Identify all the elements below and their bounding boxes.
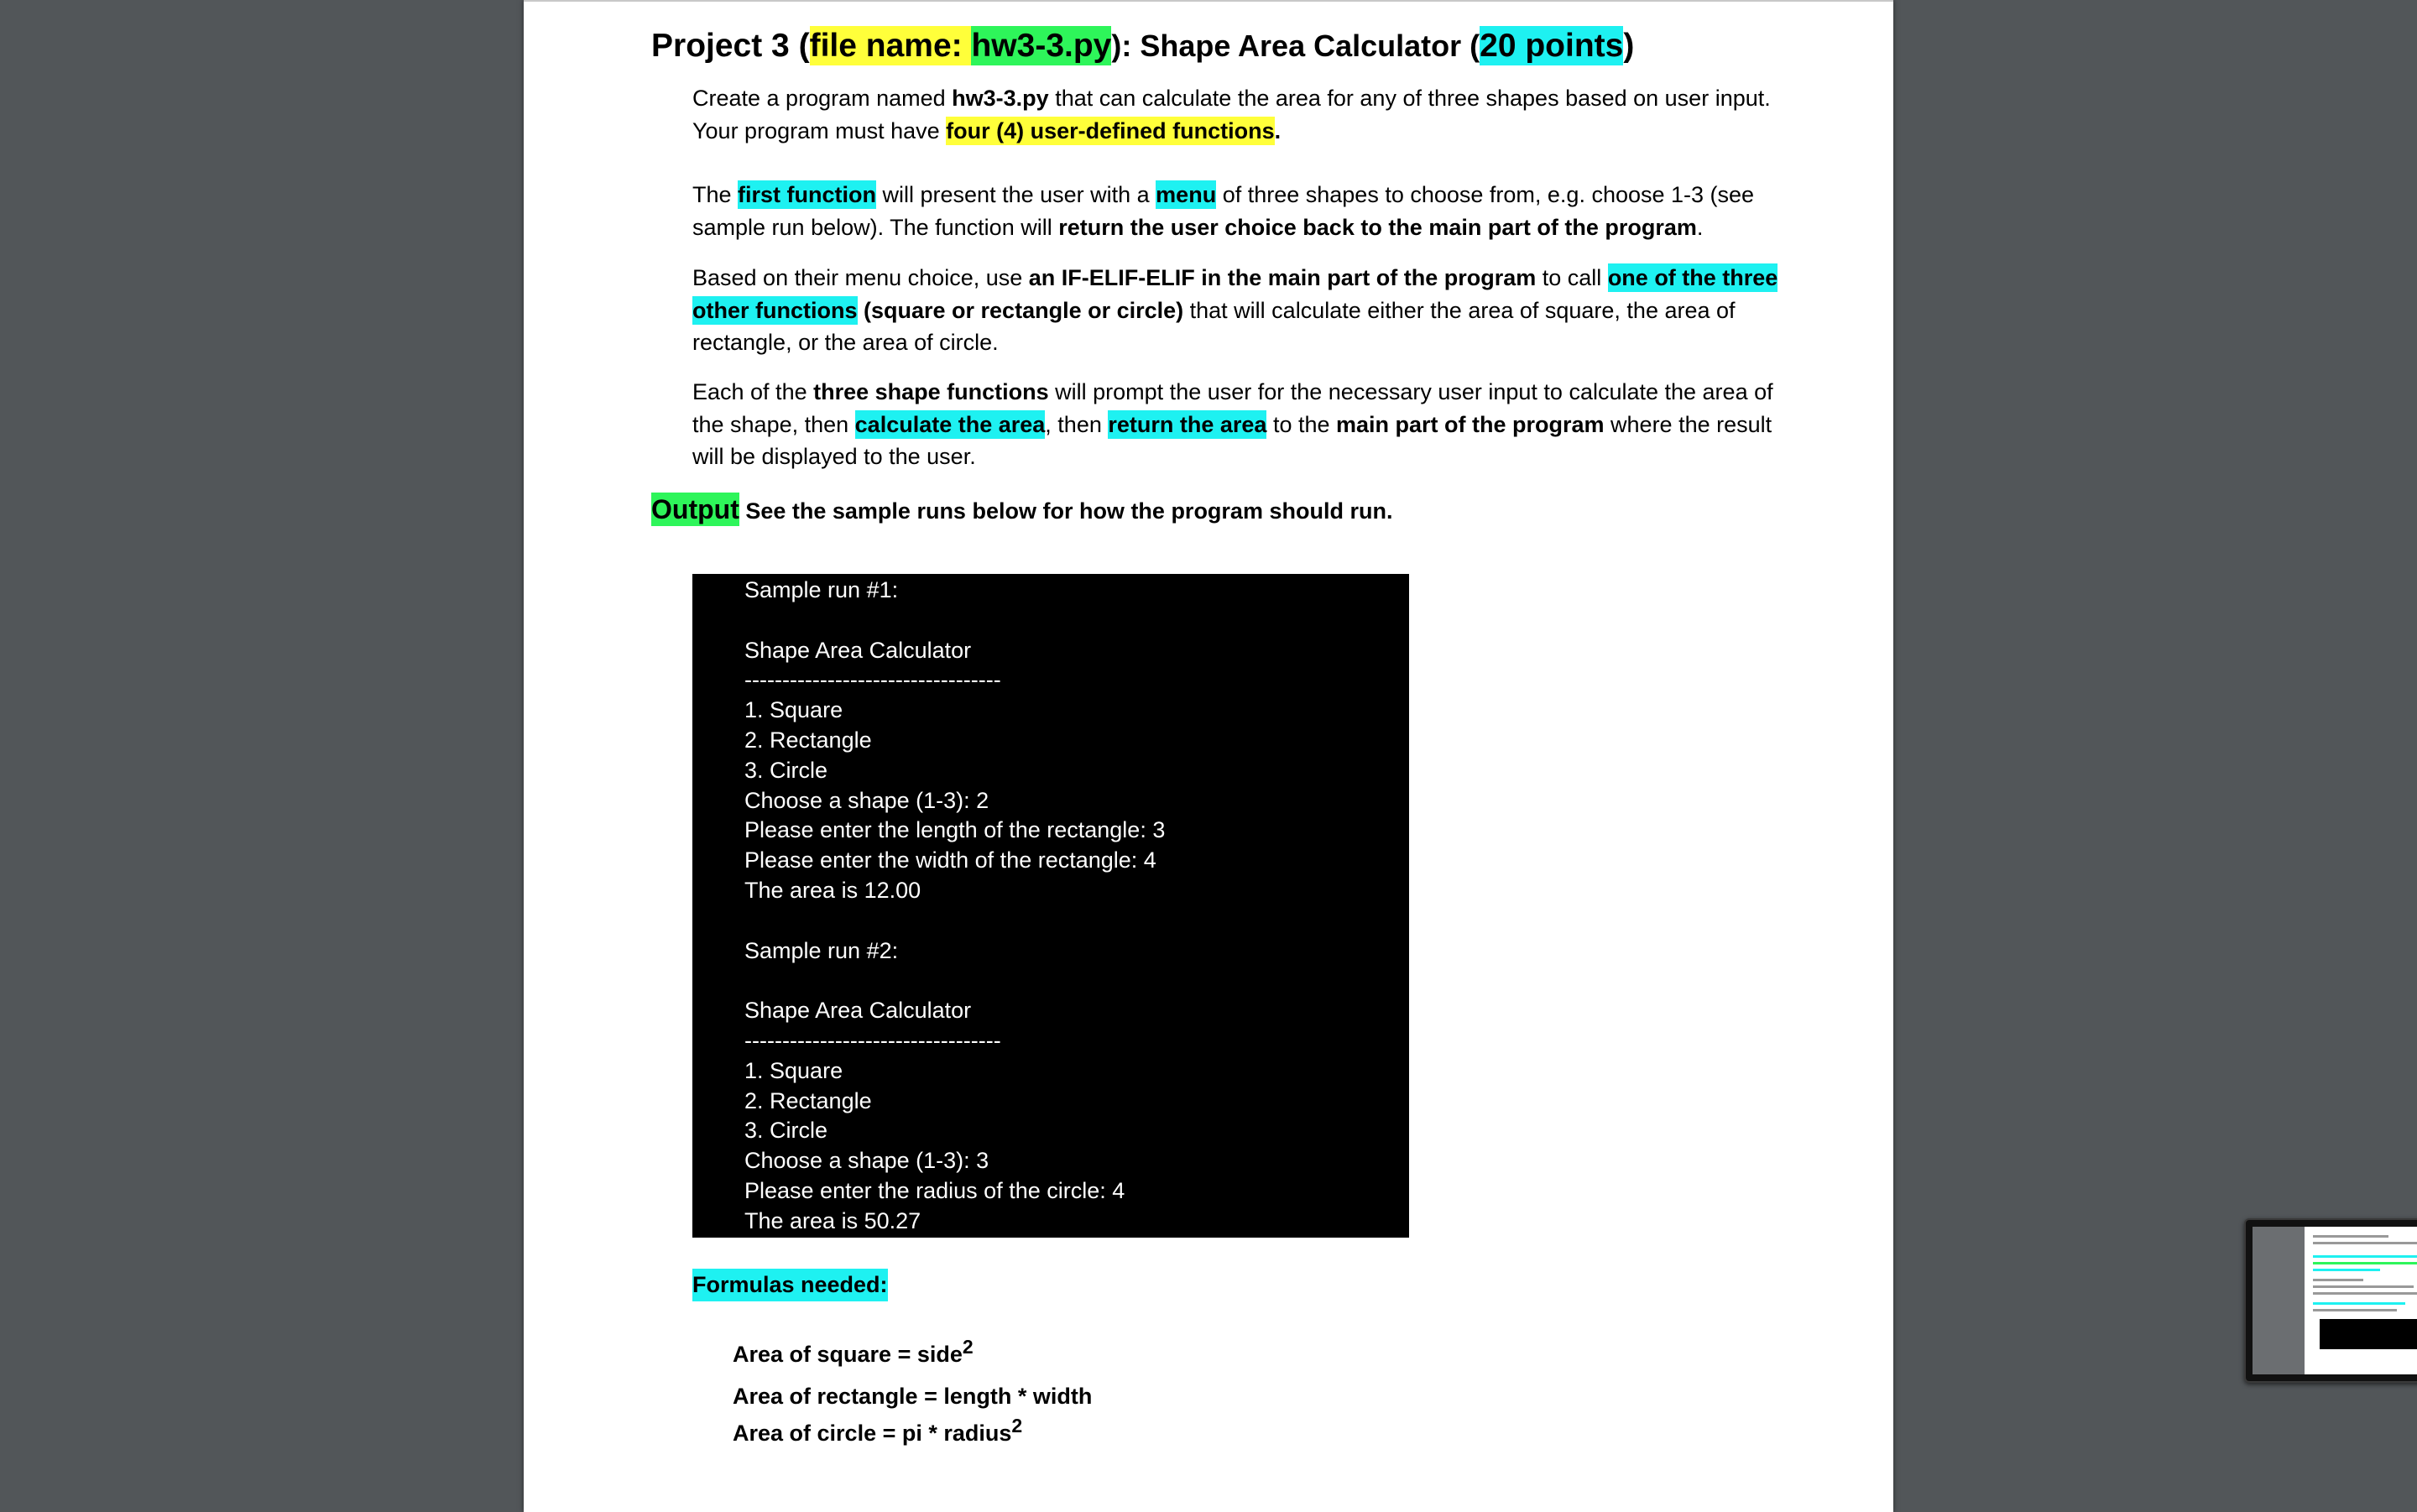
terminal-line: The area is 50.27	[744, 1207, 921, 1233]
terminal-line: 2. Rectangle	[744, 727, 872, 753]
formula-circle: Area of circle = pi * radius$^2$	[733, 1415, 1023, 1446]
points-highlight: 20 points	[1480, 28, 1624, 64]
paragraph-menu-choice: Based on their menu choice, use an IF-ELIF-ELIF in the main part of the program to call one of the three other functions (square or rectangle or circle) that will calculate either the area of square, the area of rectangle, or the area of circle.	[692, 265, 1778, 355]
terminal-line: Please enter the radius of the circle: 4	[744, 1177, 1125, 1203]
terminal-line: Shape Area Calculator	[744, 637, 972, 663]
functions-requirement-highlight: four (4) user-defined functions	[946, 117, 1275, 143]
terminal-line: Please enter the width of the rectangle: 4	[744, 847, 1156, 873]
page-title: Project 3 (file name: hw3-3.py): Shape Area Calculator (20 points)	[651, 28, 1635, 64]
terminal-line: ----------------------------------	[744, 667, 1001, 693]
terminal-line	[744, 966, 1409, 996]
output-tag: Output	[651, 494, 739, 524]
file-name-highlight: hw3-3.py	[971, 28, 1112, 64]
paragraph-shape-functions: Each of the three shape functions will prompt the user for the necessary user input to calculate the area of the shape, then calculate the area, then return the area to the main part of the program where the result will be displayed to the user.	[692, 379, 1773, 469]
terminal-line	[744, 906, 1409, 936]
formula-square: Area of square = side$^2$	[733, 1336, 974, 1367]
terminal-line: 3. Circle	[744, 1118, 828, 1144]
terminal-line: 1. Square	[744, 1057, 843, 1083]
terminal-line: Sample run #2:	[744, 937, 899, 963]
terminal-line	[744, 606, 1409, 636]
terminal-line: Shape Area Calculator	[744, 998, 972, 1024]
formulas-label: Formulas needed:	[692, 1269, 888, 1301]
terminal-line: Please enter the length of the rectangle: 3	[744, 817, 1166, 843]
paragraph-intro: Create a program named hw3-3.py that can calculate the area for any of three shapes based on user input. Your program must have four (4) user-defined functions.	[692, 86, 1771, 143]
terminal-line: ----------------------------------	[744, 1027, 1001, 1053]
thumbnail-gutter	[2253, 1227, 2305, 1374]
terminal-line: Choose a shape (1-3): 2	[744, 787, 989, 813]
paragraph-first-function: The first function will present the user with a menu of three shapes to choose from, e.g. choose 1-3 (see sample run below). The function will return the user choice back to the main part of the program.	[692, 182, 1755, 240]
file-name-label-highlight: file name	[809, 28, 952, 64]
output-heading: Output See the sample runs below for how the program should run.	[651, 494, 1393, 524]
terminal-line: 3. Circle	[744, 757, 828, 783]
terminal-line: The area is 12.00	[744, 877, 921, 903]
formula-rectangle: Area of rectangle = length * width	[733, 1384, 1093, 1409]
page-thumbnail-preview[interactable]	[2244, 1218, 2417, 1383]
terminal-line: 1. Square	[744, 697, 843, 723]
terminal-line: 2. Rectangle	[744, 1087, 872, 1113]
document-page	[524, 0, 1893, 1512]
terminal-line: Sample run #1:	[744, 577, 899, 602]
terminal-line: Choose a shape (1-3): 3	[744, 1148, 989, 1174]
sample-run-terminal	[692, 574, 1409, 1238]
thumbnail-page	[2305, 1227, 2417, 1374]
